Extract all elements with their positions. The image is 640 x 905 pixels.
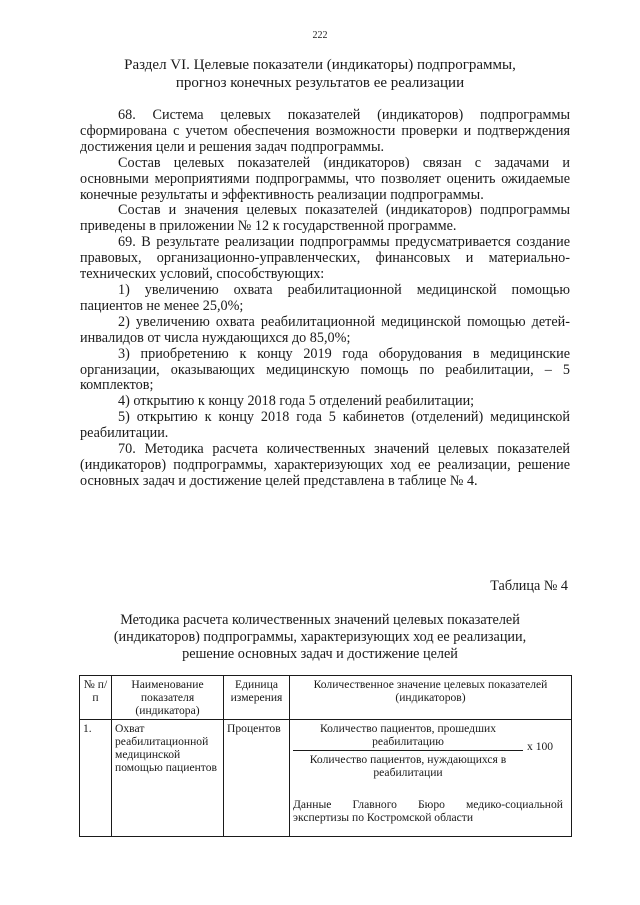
list-item: 2) увеличению охвата реабилитационной медицинской помощью детей-инвалидов от числа нуждающихся до 85,0%; (80, 313, 570, 346)
page-number: 222 (312, 30, 328, 41)
table-cell-unit: Процентов (224, 720, 290, 837)
table-header-cell: Наименование показателя (индикатора) (112, 676, 224, 720)
section-heading-line: прогноз конечных результатов ее реализации (175, 75, 465, 91)
body-text (80, 108, 570, 490)
table-title (70, 612, 570, 663)
list-item: 4) открытию к концу 2018 года 5 отделений реабилитации; (118, 393, 475, 410)
table-title-line: (индикаторов) подпрограммы, характеризующих ход ее реализации, (113, 629, 527, 645)
paragraph: 69. В результате реализации подпрограммы предусматривается создание правовых, организационно-управленческих, финансовых и материально-технических условий, способствующих: (80, 234, 570, 283)
table-cell-indicator-name: Охват реабилитационной медицинской помощью пациентов (112, 720, 224, 837)
table-cell-formula (290, 720, 572, 837)
table-title-line: Методика расчета количественных значений целевых показателей (120, 612, 520, 628)
table-row (80, 720, 572, 837)
table-title-line: решение основных задач и достижение целей (182, 646, 458, 662)
table-header-row (80, 676, 572, 720)
list-item: 1) увеличению охвата реабилитационной медицинской помощью пациентов не менее 25,0%; (80, 281, 570, 314)
table-cell-number: 1. (80, 720, 112, 837)
paragraph: 70. Методика расчета количественных значений целевых показателей (индикаторов) подпрограммы, характеризующих ход ее реализации, решение основных задач и достижение целей представлена в таблице № 4. (80, 441, 570, 489)
section-heading (60, 56, 580, 92)
section-heading-line: Раздел VI. Целевые показатели (индикаторы) подпрограммы, (124, 57, 516, 73)
paragraph: Состав целевых показателей (индикаторов) связан с задачами и основными мероприятиями подпрограммы, что позволяет оценить ожидаемые конечные результаты и эффективность реализации подпрограммы. (80, 154, 570, 203)
data-source: Данные Главного Бюро медико-социальной экспертизы по Костромской области (293, 798, 563, 824)
formula-block (293, 722, 568, 834)
table-header-cell: № п/п (80, 676, 112, 720)
list-item: 5) открытию к концу 2018 года 5 кабинетов (отделений) медицинской реабилитации. (80, 409, 570, 442)
list-item: 3) приобретению к концу 2019 года оборудования в медицинские организации, оказывающих медицинскую помощь по реабилитации, – 5 комплектов; (80, 345, 570, 394)
paragraph: 68. Система целевых показателей (индикаторов) подпрограммы сформирована с учетом обеспечения возможности проверки и подтверждения достижения цели и решения задач подпрограммы. (80, 107, 570, 155)
paragraph: Состав и значения целевых показателей (индикаторов) подпрограммы приведены в приложении № 12 к государственной программе. (80, 202, 570, 235)
table-header-cell: Количественное значение целевых показателей (индикаторов) (290, 676, 572, 720)
table-header-cell: Единица измерения (224, 676, 290, 720)
formula-denominator: Количество пациентов, нуждающихся в реабилитации (309, 753, 507, 779)
formula-fraction (293, 722, 523, 779)
indicators-table (79, 675, 572, 837)
table-label: Таблица № 4 (490, 578, 568, 594)
formula-numerator: Количество пациентов, прошедших реабилитацию (293, 722, 523, 751)
formula-multiplier: x 100 (527, 740, 554, 753)
